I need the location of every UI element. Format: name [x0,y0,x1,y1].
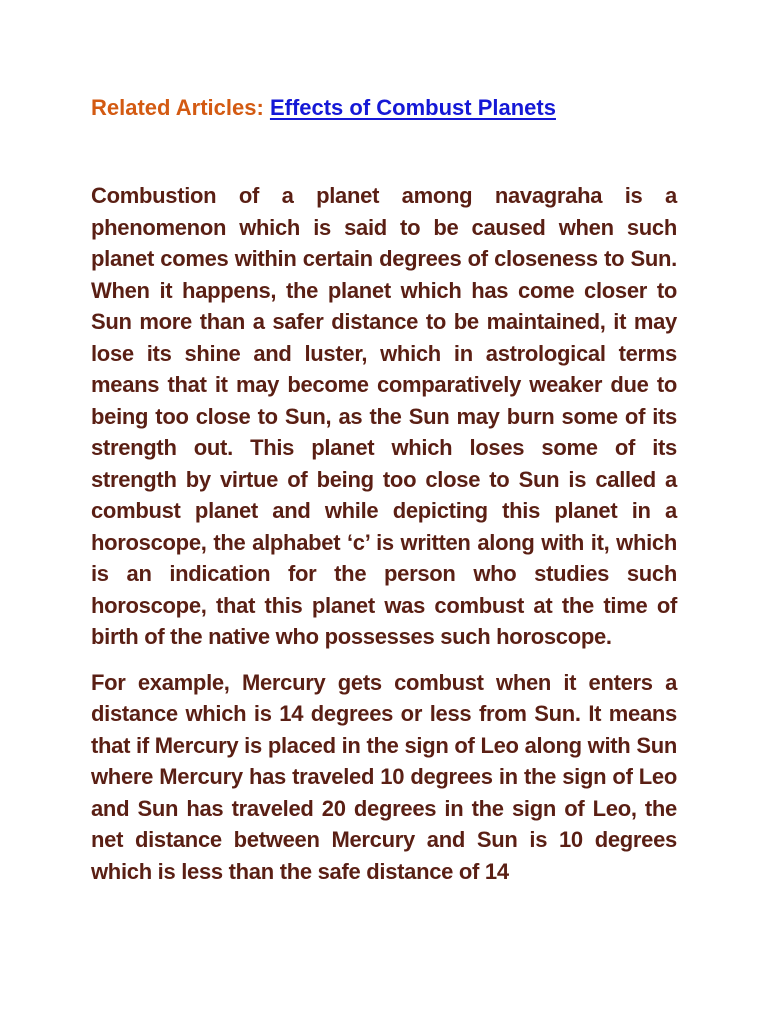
related-article-link[interactable]: Effects of Combust Planets [269,95,556,120]
document-page [91,88,677,901]
paragraph-combustion-intro: Combustion of a planet among navagraha is a phenomenon which is said to be caused when such planet comes within certain degrees of closeness to Sun. When it happens, the planet which has come closer to Sun more than a safer distance to be maintained, it may lose its shine and luster, which in astrological terms means that it may become comparatively weaker due to being too close to Sun, as the Sun may burn some of its strength out. This planet which loses some of its strength by virtue of being too close to Sun is called a combust planet and while depicting this planet in a horoscope, the alphabet ‘c’ is written along with it, which is an indication for the person who studies such horoscope, that this planet was combust at the time of birth of the native who possesses such horoscope. [91,183,677,649]
paragraph-mercury-example: For example, Mercury gets combust when it enters a distance which is 14 degrees or less from Sun. It means that if Mercury is placed in the sign of Leo along with Sun where Mercury has traveled 10 degrees in the sign of Leo and Sun has traveled 20 degrees in the sign of Leo, the net distance between Mercury and Sun is 10 degrees which is less than the safe distance of 14 [91,669,677,884]
related-articles-label: Related Articles: [91,95,264,120]
related-articles-line [91,88,677,128]
